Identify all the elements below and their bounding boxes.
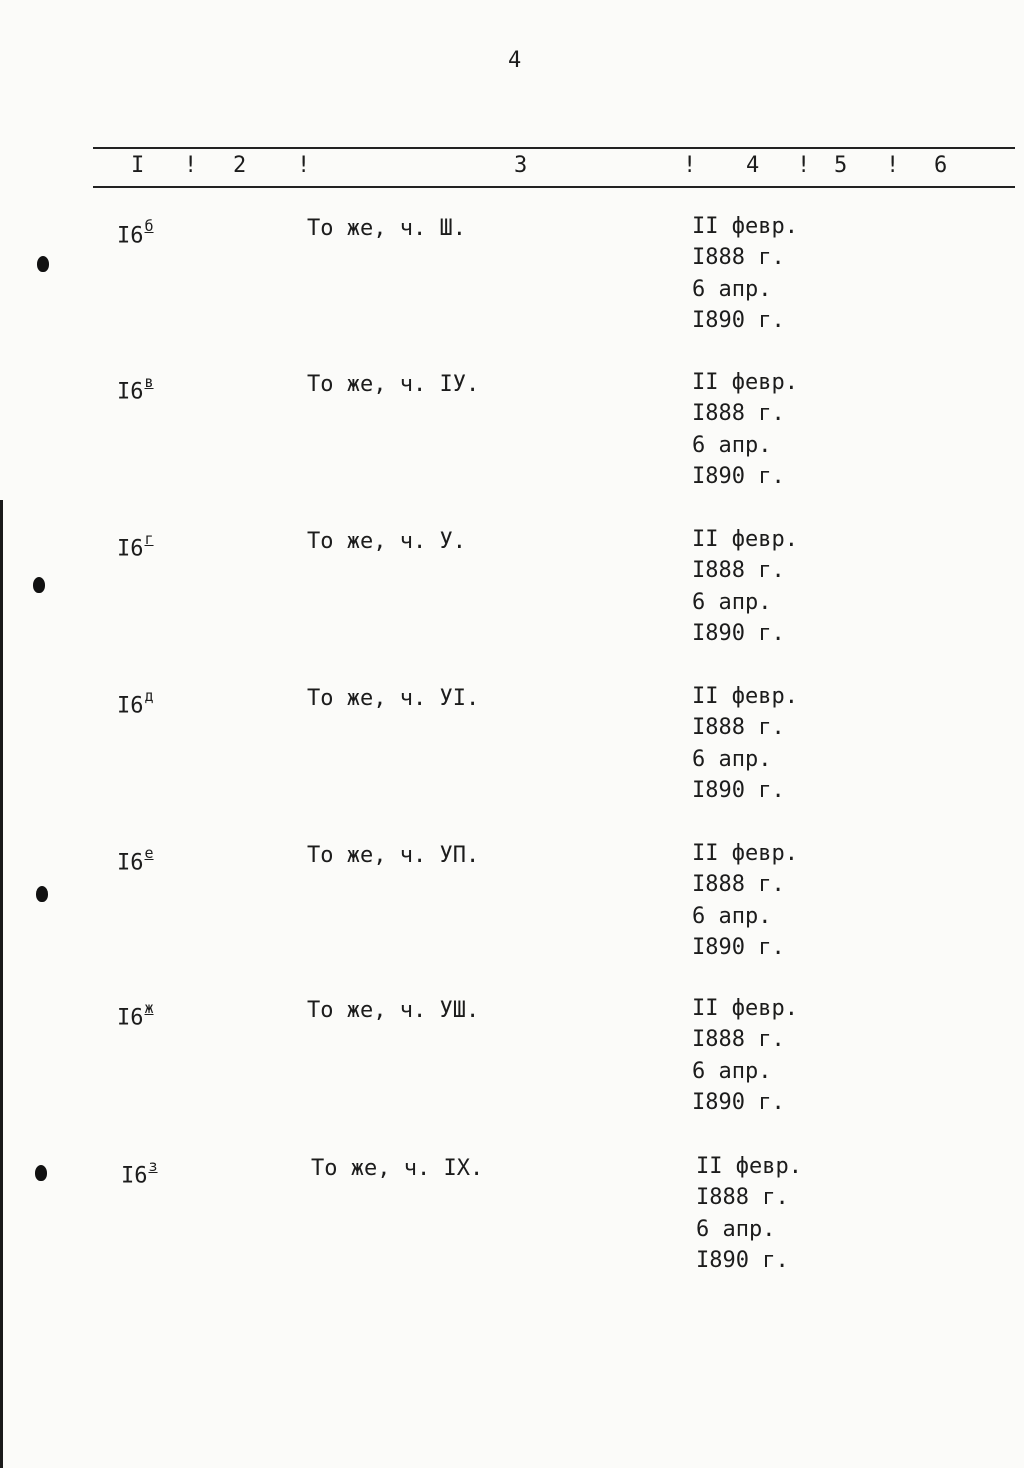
date-line: II февр. <box>696 1154 802 1179</box>
entry-dates <box>692 524 798 649</box>
column-separator: ! <box>297 153 311 178</box>
date-line: 6 апр. <box>692 589 772 615</box>
entry-dates <box>696 1151 802 1276</box>
date-line: II февр. <box>692 527 798 552</box>
column-header-1: I <box>131 153 145 178</box>
date-line: I890 г. <box>692 934 785 960</box>
entry-letter: б <box>144 217 154 235</box>
entry-number: $I6^ж$ <box>117 999 154 1031</box>
column-header-6: 6 <box>934 153 948 178</box>
entry-number: $I6^в$ <box>117 373 154 405</box>
column-separator: ! <box>886 153 900 178</box>
column-separator: ! <box>184 153 198 178</box>
date-line: I888 г. <box>692 558 785 584</box>
date-line: I888 г. <box>696 1185 789 1211</box>
punch-hole <box>35 1165 47 1181</box>
entry-letter: в <box>144 373 154 391</box>
date-line: I888 г. <box>692 245 785 271</box>
entry-description: То же, ч. IХ. <box>311 1156 484 1181</box>
date-line: I888 г. <box>692 401 785 427</box>
column-separator: ! <box>797 153 811 178</box>
entry-letter: е <box>144 844 154 862</box>
entry-description: То же, ч. Ш. <box>307 216 466 241</box>
entry-dates <box>692 681 798 806</box>
entry-dates <box>692 211 798 336</box>
entry-dates <box>692 993 798 1118</box>
entry-number: $I6^з$ <box>121 1157 158 1189</box>
entry-description: То же, ч. УI. <box>307 686 480 711</box>
date-line: 6 апр. <box>692 746 772 772</box>
date-line: 6 апр. <box>692 276 772 302</box>
date-line: II февр. <box>692 370 798 395</box>
date-line: I890 г. <box>692 1089 785 1115</box>
entry-number: $I6^д$ <box>117 687 154 719</box>
date-line: I890 г. <box>692 307 785 333</box>
column-separator: ! <box>683 153 697 178</box>
date-line: 6 апр. <box>692 903 772 929</box>
date-line: II февр. <box>692 214 798 239</box>
punch-hole <box>37 256 49 272</box>
entry-letter: г <box>144 530 154 548</box>
entry-dates <box>692 838 798 963</box>
date-line: I890 г. <box>692 620 785 646</box>
entry-letter: ж <box>144 999 154 1017</box>
entry-dates <box>692 367 798 492</box>
entry-number: $I6^г$ <box>117 530 154 562</box>
date-line: II февр. <box>692 841 798 866</box>
page-left-edge <box>0 500 3 1468</box>
date-line: II февр. <box>692 996 798 1021</box>
date-line: I890 г. <box>692 777 785 803</box>
date-line: I888 г. <box>692 1027 785 1053</box>
date-line: I888 г. <box>692 872 785 898</box>
entry-letter: д <box>144 687 154 705</box>
column-header-4: 4 <box>746 153 760 178</box>
date-line: I890 г. <box>692 463 785 489</box>
column-header-2: 2 <box>233 153 247 178</box>
date-line: 6 апр. <box>692 432 772 458</box>
column-header-5: 5 <box>834 153 848 178</box>
header-top-rule <box>93 147 1015 149</box>
punch-hole <box>33 577 45 593</box>
entry-description: То же, ч. У. <box>307 529 466 554</box>
date-line: 6 апр. <box>696 1216 776 1242</box>
entry-description: То же, ч. УШ. <box>307 998 480 1023</box>
column-header-3: 3 <box>514 153 528 178</box>
header-bottom-rule <box>93 186 1015 188</box>
entry-description: То же, ч. УП. <box>307 843 480 868</box>
punch-hole <box>36 886 48 902</box>
entry-number: $I6^е$ <box>117 844 154 876</box>
entry-description: То же, ч. IУ. <box>307 372 480 397</box>
entry-number: $I6^б$ <box>117 217 154 249</box>
page-number: 4 <box>508 48 522 73</box>
date-line: I890 г. <box>696 1247 789 1273</box>
date-line: I888 г. <box>692 715 785 741</box>
entry-letter: з <box>148 1157 158 1175</box>
date-line: 6 апр. <box>692 1058 772 1084</box>
date-line: II февр. <box>692 684 798 709</box>
